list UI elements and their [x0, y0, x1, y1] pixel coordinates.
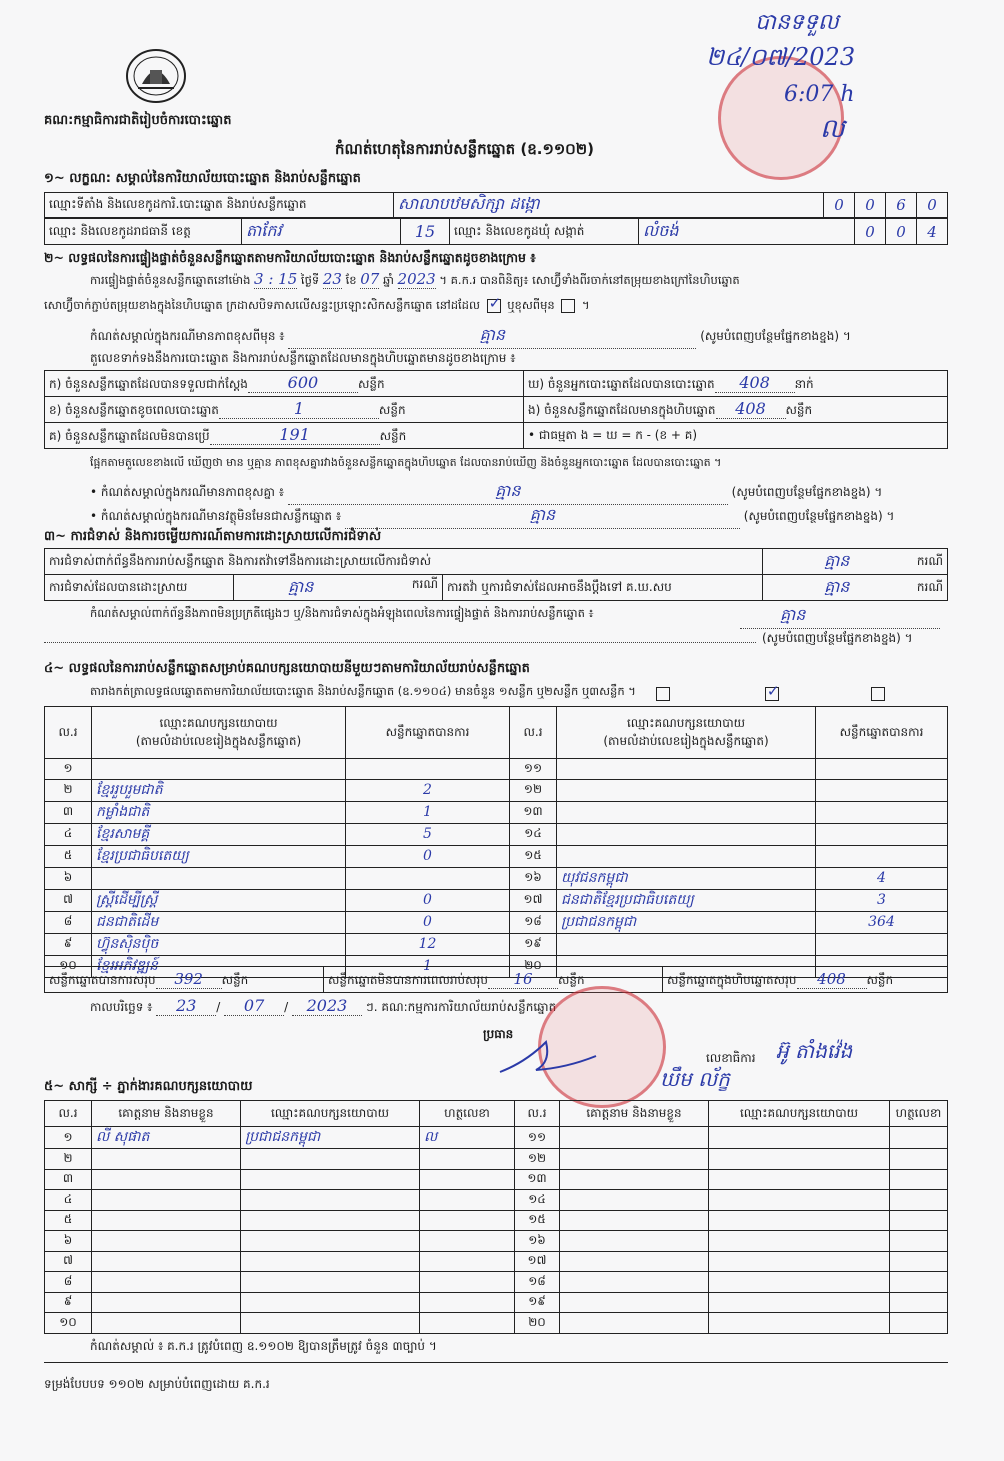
witness-party: [709, 1231, 890, 1252]
witness-row: [45, 1149, 948, 1170]
party-result-row: [45, 801, 948, 823]
form-footer: ទម្រង់បែបបទ ១១០២ សម្រាប់បំពេញដោយ គ.ក.រ: [44, 1377, 270, 1391]
witness-name: [92, 1190, 241, 1211]
witness-name: [92, 1169, 241, 1190]
foreign-object-note-value: គ្មាន: [529, 505, 556, 524]
complaints-label: ការជំទាស់ពាក់ព័ន្ធនឹងការរាប់សន្លឹកឆ្នោត និងការតវ៉ាទៅនឹងការដោះស្រាយលើការជំទាស់: [45, 549, 763, 575]
party-name: [557, 759, 816, 780]
figures-intro: តួលេខទាក់ទងនឹងការបោះឆ្នោត និងការរាប់សន្លឹកឆ្នោតដែលមានក្នុងហិបឆ្នោតមានដូចខាងក្រោម ៖: [90, 351, 516, 365]
commune-code-2: 0: [886, 219, 917, 245]
witness-name: [560, 1190, 709, 1211]
party-no: ១២: [510, 779, 557, 801]
party-votes: 364: [816, 911, 948, 933]
signing-date-row: កាលបរិច្ឆេទ ៖ 23 / 07 / 2023 ៗ. គណ:កម្មការការិយាល័យរាប់សន្លឹកឆ្នោត: [90, 996, 557, 1015]
location-code-4: 0: [917, 193, 948, 218]
secretary-label: លេខាធិការ: [706, 1051, 756, 1065]
signing-year: 2023: [292, 996, 362, 1016]
total-valid-cell: សន្លឹកឆ្នោតបានការសរុប 392 សន្លឹក: [45, 967, 324, 993]
voters-voted-value: 408: [739, 373, 770, 392]
results-sheet-intro: តារាងកត់ត្រាលទ្ធផលឆ្នោតតាមការិយាល័យបោះឆ្នោត និងរាប់សន្លឹកឆ្នោត (ឧ.១១០៤) មានចំនួន ១សន្លឹក ឬ២សន្លឹក ឬ៣សន្លឹក ។: [90, 684, 636, 698]
party-name: [92, 867, 346, 889]
foreign-object-note-label: • កំណត់សម្គាល់ក្នុងករណីមានវត្ថុមិនមែនជាសន្លឹកឆ្នោត ៖: [90, 509, 342, 523]
witness-name: [560, 1251, 709, 1272]
signing-month: 07: [224, 996, 284, 1016]
witness-no: ៧: [45, 1251, 92, 1272]
party-no: ១៨: [510, 911, 557, 933]
witness-no: ១៨: [515, 1272, 560, 1293]
section2-heading: ២~ លទ្ធផលនៃការផ្ទៀងផ្ទាត់ចំនួនសន្លឹកឆ្នោតតាមការិយាល័យបោះឆ្នោត និងរាប់សន្លឹកឆ្នោតដូចខាងក្រោម ៖: [44, 250, 536, 265]
witness-name: លី សុផាត: [92, 1127, 241, 1149]
received-annotation: បានទទួល: [755, 10, 839, 35]
party-name: [557, 823, 816, 845]
change-note-row: [90, 324, 950, 349]
witness-signature: ល: [420, 1127, 515, 1149]
w-col-sign-left: ហត្ថលេខា: [420, 1101, 515, 1127]
party-votes: 2: [346, 779, 510, 801]
witness-signature: [420, 1149, 515, 1170]
appeal-value: គ្មាន: [762, 575, 911, 601]
discrepancy-note-field: [288, 480, 728, 505]
witness-no: ៦: [45, 1231, 92, 1252]
province-code: 15: [401, 219, 450, 245]
verify-month: 07: [360, 270, 380, 288]
party-votes: [346, 759, 510, 780]
party-result-row: [45, 911, 948, 933]
witness-no: ១៩: [515, 1292, 560, 1313]
party-result-row: [45, 823, 948, 845]
changed-checkbox[interactable]: [561, 299, 575, 313]
party-votes: [816, 933, 948, 955]
party-name: [92, 759, 346, 780]
witness-row: [45, 1190, 948, 1211]
ballots-in-box-value: 408: [735, 399, 766, 418]
party-no: ៩: [45, 933, 92, 955]
verify-time-label: ការផ្ទៀងផ្ទាត់ចំនួនសន្លឹកឆ្នោតនៅម៉ោង: [90, 273, 251, 287]
party-votes: 1: [346, 955, 510, 977]
witness-name: [560, 1272, 709, 1293]
witness-no: ៨: [45, 1272, 92, 1293]
witness-no: ១៤: [515, 1190, 560, 1211]
irregularity-note-field: [740, 604, 940, 629]
change-note-value: គ្មាន: [479, 325, 506, 344]
witness-table: [44, 1100, 948, 1334]
witness-signature: [890, 1190, 948, 1211]
location-label: ឈ្មោះទីតាំង និងលេខកូដការិ.បោះឆ្នោត និងរាប់សន្លឹកឆ្នោត: [45, 193, 394, 218]
witness-party: [241, 1251, 420, 1272]
foreign-object-note-hint: (សូមបំពេញបន្ថែមផ្នែកខាងខ្នង) ។: [743, 509, 895, 523]
party-result-row: [45, 759, 948, 780]
month-label: ខែ: [345, 273, 357, 287]
party-result-row: [45, 889, 948, 911]
party-no: ៦: [45, 867, 92, 889]
location-code-3: 6: [886, 193, 917, 218]
witness-signature: [420, 1272, 515, 1293]
received-ballots-label: ក) ចំនួនសន្លឹកឆ្នោតដែលបានទទួលជាក់ស្ដែង 600 សន្លឹក: [45, 371, 524, 397]
witness-party: [241, 1231, 420, 1252]
resolved-value: គ្មាន: [288, 576, 314, 596]
section5-heading: ៥~ សាក្សី ÷ ភ្នាក់ងារគណបក្សនយោបាយ: [44, 1079, 253, 1094]
commune-code-1: 0: [855, 219, 886, 245]
change-note-field: [288, 324, 696, 349]
party-results-table: [44, 706, 948, 978]
complaints-value: គ្មាន: [762, 549, 911, 575]
party-no: ២០: [510, 955, 557, 977]
witness-name: [92, 1231, 241, 1252]
witness-signature: [890, 1251, 948, 1272]
witness-row: [45, 1169, 948, 1190]
witness-name: [560, 1313, 709, 1334]
verify-para-end: ។ គ.ក.រ បានពិនិត្យ៖ សោហ្វ៊ីទាំងពីរចាក់នៅតម្រុយខាងក្រៅនៃហិបឆ្នោត: [439, 273, 740, 287]
discrepancy-note-hint: (សូមបំពេញបន្ថែមផ្នែកខាងខ្នង) ។: [731, 485, 883, 499]
witness-row: [45, 1313, 948, 1334]
one-sheet-checkbox[interactable]: [656, 687, 670, 701]
copies-note: កំណត់សម្គាល់ ៖ គ.ក.រ ត្រូវបំពេញ ឧ.១១០២ ឱ្យបានត្រឹមត្រូវ ចំនួន ៣ច្បាប់ ។: [90, 1339, 437, 1353]
witness-name: [560, 1149, 709, 1170]
witness-row: [45, 1292, 948, 1313]
party-no: ១៦: [510, 867, 557, 889]
party-name: យុវជនកម្ពុជា: [557, 867, 816, 889]
commune-value: លំចង់: [639, 219, 855, 245]
w-col-no-left: ល.រ: [45, 1101, 92, 1127]
party-votes: [816, 801, 948, 823]
col-votes-left: សន្លឹកឆ្នោតបានការ: [346, 707, 510, 759]
irregularity-note-line2: [44, 642, 756, 643]
party-no: ២: [45, 779, 92, 801]
witness-signature: [890, 1169, 948, 1190]
witness-signature: [420, 1231, 515, 1252]
received-date: ២៤/០៧/2023: [706, 43, 856, 71]
witness-party: [241, 1313, 420, 1334]
w-col-no-right: ល.រ: [515, 1101, 560, 1127]
party-name: ប្រជាជនកម្ពុជា: [557, 911, 816, 933]
party-votes: 5: [346, 823, 510, 845]
total-invalid-value: 16: [513, 969, 533, 988]
secretary-name: ឃឹម ល័ក្ខ: [660, 1067, 730, 1091]
witness-party: [241, 1210, 420, 1231]
witness-party: [709, 1149, 890, 1170]
party-no: ១១: [510, 759, 557, 780]
location-code-1: 0: [824, 193, 855, 218]
witness-signature: [420, 1292, 515, 1313]
witness-row: [45, 1231, 948, 1252]
witness-party: [709, 1190, 890, 1211]
verify-day: 23: [322, 270, 342, 288]
w-col-name-right: គោត្តនាម និងនាមខ្លួន: [560, 1101, 709, 1127]
counting-committee-label: ៗ. គណ:កម្មការការិយាល័យរាប់សន្លឹកឆ្នោត: [365, 1000, 557, 1014]
party-votes: [816, 823, 948, 845]
party-no: ៣: [45, 801, 92, 823]
party-no: ៨: [45, 911, 92, 933]
irregularity-note-label: កំណត់សម្គាល់ពាក់ព័ន្ធនឹងភាពមិនប្រក្រតីផ្សេងៗ ឬ/និងការជំទាស់ក្នុងអំឡុងពេលនៃការផ្ទៀងផ្ទាត់ និងការរាប់សន្លឹកឆ្នោត ៖: [90, 606, 594, 620]
col-no-left: ល.រ: [45, 707, 92, 759]
witness-no: ១០: [45, 1313, 92, 1334]
witness-name: [560, 1127, 709, 1149]
discrepancy-text: ផ្អែកតាមតួលេខខាងលើ ឃើញថា មាន ឬគ្មាន ភាពខុសគ្នារវាងចំនួនសន្លឹកឆ្នោតក្នុងហិបឆ្នោត ដែលបានរាប់ឃើញ និងចំនួនអ្នកបោះឆ្នោត ដែលបានបោះឆ្នោត ។: [90, 456, 722, 469]
party-no: ១៥: [510, 845, 557, 867]
party-votes: 0: [346, 911, 510, 933]
totals-row: [44, 966, 948, 993]
witness-no: ១៣: [515, 1169, 560, 1190]
witness-party: [709, 1251, 890, 1272]
resolved-unit: ករណី: [411, 576, 438, 591]
year-label: ឆ្នាំ: [382, 273, 394, 287]
emblem-logo: [124, 48, 188, 106]
witness-signature: [890, 1231, 948, 1252]
witness-no: ៥: [45, 1210, 92, 1231]
witness-party: [241, 1292, 420, 1313]
commune-code-3: 4: [917, 219, 948, 245]
party-votes: 3: [816, 889, 948, 911]
spoiled-ballots-label: ខ) ចំនួនសន្លឹកឆ្នោតខូចពេលបោះឆ្នោត 1 សន្លឹក: [45, 397, 524, 423]
commune-label: ឈ្មោះ និងលេខកូដឃុំ សង្កាត់: [450, 219, 639, 245]
witness-signature: [890, 1313, 948, 1334]
party-no: ១៣: [510, 801, 557, 823]
complaints-unit: ករណី: [911, 549, 948, 575]
day-label: ថ្ងៃទី: [300, 273, 320, 287]
province-label: ឈ្មោះ និងលេខកូដរាជធានី ខេត្ត: [45, 219, 242, 245]
two-sheet-checkbox[interactable]: ✓: [766, 681, 780, 700]
spoiled-ballots-value: 1: [293, 399, 305, 418]
party-no: ៧: [45, 889, 92, 911]
party-votes: 0: [346, 889, 510, 911]
witness-no: ១២: [515, 1149, 560, 1170]
col-no-right: ល.រ: [510, 707, 557, 759]
col-party-right: ឈ្មោះគណបក្សនយោបាយ (តាមលំដាប់លេខរៀងក្នុងសន្លឹកឆ្នោត): [557, 707, 816, 759]
party-result-row: [45, 779, 948, 801]
party-votes: 4: [816, 867, 948, 889]
party-no: ៤: [45, 823, 92, 845]
witness-name: [92, 1251, 241, 1272]
section1-table: [44, 192, 948, 218]
province-value: តាកែវ: [242, 219, 401, 245]
section2-para-line2: សោហ្វ៊ីចាក់ភ្ជាប់តម្រុយខាងក្នុងនៃហិបឆ្នោត ក្រដាសបិទភាសលើសន្ទះប្រឡោះសិកសន្លឹកឆ្នោត នៅដដែល ✓ ឬខុសពីមុន ។: [44, 293, 590, 312]
witness-party: [709, 1313, 890, 1334]
witness-signature: [420, 1169, 515, 1190]
party-name: ខ្មែរអភិវឌ្ឍន៍: [92, 955, 346, 977]
ballot-figures-table: [44, 370, 948, 449]
party-name: ជនជាតិដើម: [92, 911, 346, 933]
changed-option-label: ឬខុសពីមុន: [507, 298, 555, 312]
party-name: ខ្មែរប្រជាធិបតេយ្យ: [92, 845, 346, 867]
witness-signature: [420, 1313, 515, 1334]
witness-no: ១៦: [515, 1231, 560, 1252]
verify-hour: 3 : 15: [254, 270, 298, 288]
party-no: ១: [45, 759, 92, 780]
received-ballots-value: 600: [287, 373, 319, 392]
party-votes: 0: [346, 845, 510, 867]
party-name: កម្លាំងជាតិ: [92, 801, 346, 823]
witness-name: [92, 1149, 241, 1170]
change-note-label: កំណត់សម្គាល់ក្នុងករណីមានភាពខុសពីមុន ៖: [90, 329, 285, 343]
witness-name: [560, 1231, 709, 1252]
witness-party: [709, 1127, 890, 1149]
foreign-object-note-field: [345, 504, 740, 529]
received-initials: ល: [820, 114, 845, 144]
party-result-row: [45, 933, 948, 955]
section1-heading: ១~ លក្ខណ: សម្គាល់នៃការិយាល័យបោះឆ្នោត និងរាប់សន្លឹកឆ្នោត: [44, 171, 361, 186]
party-result-row: [45, 845, 948, 867]
witness-name: [92, 1313, 241, 1334]
party-name: [557, 845, 816, 867]
section2-para-line1: [90, 270, 950, 290]
witness-signature: [890, 1272, 948, 1293]
party-name: [557, 779, 816, 801]
witness-party: [241, 1149, 420, 1170]
party-votes: [816, 779, 948, 801]
witness-row: [45, 1272, 948, 1293]
chair-label: ប្រធាន: [483, 1027, 514, 1041]
witness-no: ២: [45, 1149, 92, 1170]
unused-ballots-value: 191: [279, 425, 310, 444]
total-box-cell: សន្លឹកឆ្នោតក្នុងហិបឆ្នោតសរុប 408 សន្លឹក: [663, 967, 948, 993]
party-votes: 1: [346, 801, 510, 823]
unchanged-checkbox[interactable]: ✓: [488, 293, 502, 312]
witness-name: [92, 1210, 241, 1231]
witness-no: ១: [45, 1127, 92, 1149]
witness-party: ប្រជាជនកម្ពុជា: [241, 1127, 420, 1149]
party-name: [557, 801, 816, 823]
secretary-signature: អ៊ូ តាំងវ៉េង: [776, 1039, 853, 1063]
total-valid-value: 392: [174, 969, 203, 988]
witness-signature: [420, 1210, 515, 1231]
col-party-left: ឈ្មោះគណបក្សនយោបាយ (តាមលំដាប់លេខរៀងក្នុងសន្លឹកឆ្នោត): [92, 707, 346, 759]
witness-no: ៤: [45, 1190, 92, 1211]
discrepancy-note-value: គ្មាន: [495, 481, 521, 500]
witness-party: [709, 1272, 890, 1293]
received-time: 6:07 h: [784, 82, 855, 107]
party-votes: 12: [346, 933, 510, 955]
discrepancy-note-row: [90, 480, 882, 505]
appeal-label: ការតវ៉ា ឬការជំទាស់ដែលអាចនឹងប្ដឹងទៅ គ.ឃ.សប: [443, 575, 763, 601]
witness-row: [45, 1251, 948, 1272]
appeal-unit: ករណី: [911, 575, 948, 601]
witness-name: [92, 1292, 241, 1313]
party-votes: [346, 867, 510, 889]
total-invalid-cell: សន្លឹកឆ្នោតមិនបានការពេលរាប់សរុប 16 សន្លឹក: [324, 967, 663, 993]
location-value: សាលាបឋមសិក្សា ដង្កោ: [394, 193, 824, 218]
irregularity-note-hint: (សូមបំពេញបន្ថែមផ្នែកខាងខ្នង) ។: [762, 631, 913, 645]
foreign-object-note-row: [90, 504, 894, 529]
party-votes: [816, 759, 948, 780]
witness-no: ៣: [45, 1169, 92, 1190]
complaints-table: [44, 548, 948, 601]
location-code-2: 0: [855, 193, 886, 218]
section1-table-row2: [44, 218, 948, 245]
witness-row: [45, 1210, 948, 1231]
witness-party: [709, 1210, 890, 1231]
witness-no: ២០: [515, 1313, 560, 1334]
discrepancy-note-label: • កំណត់សម្គាល់ក្នុងករណីមានភាពខុសគ្នា ៖: [90, 485, 285, 499]
w-col-party-left: ឈ្មោះគណបក្សនយោបាយ: [241, 1101, 420, 1127]
total-box-value: 408: [817, 969, 846, 988]
party-name: ជនជាតិខ្មែរប្រជាធិបតេយ្យ: [557, 889, 816, 911]
witness-no: ៩: [45, 1292, 92, 1313]
witness-no: ១៧: [515, 1251, 560, 1272]
resolved-cell: [234, 575, 443, 601]
section4-heading: ៤~ លទ្ធផលនៃការរាប់សន្លឹកឆ្នោតសម្រាប់គណបក្សនយោបាយនីមួយៗតាមការិយាល័យរាប់សន្លឹកឆ្នោត: [44, 661, 530, 676]
party-no: ៥: [45, 845, 92, 867]
signing-day: 23: [156, 996, 216, 1016]
formula-text: • ជាធម្មតា ង = ឃ = ក - (ខ + គ): [524, 423, 948, 449]
document-title: កំណត់ហេតុនៃការរាប់សន្លឹកឆ្នោត (ឧ.១១០២): [335, 140, 595, 158]
voters-voted-label: ឃ) ចំនួនអ្នកបោះឆ្នោតដែលបានបោះឆ្នោត 408 នាក់: [524, 371, 948, 397]
w-col-sign-right: ហត្ថលេខា: [890, 1101, 948, 1127]
party-votes: [816, 845, 948, 867]
witness-party: [709, 1169, 890, 1190]
witness-name: [560, 1210, 709, 1231]
ballots-in-box-label: ង) ចំនួនសន្លឹកឆ្នោតដែលមានក្នុងហិបឆ្នោត 408 សន្លឹក: [524, 397, 948, 423]
seal-status-text: សោហ្វ៊ីចាក់ភ្ជាប់តម្រុយខាងក្នុងនៃហិបឆ្នោត ក្រដាសបិទភាសលើសន្ទះប្រឡោះសិកសន្លឹកឆ្នោត នៅដដែល: [44, 298, 480, 312]
irregularity-note-value: គ្មាន: [780, 605, 806, 624]
party-result-row: [45, 867, 948, 889]
witness-name: [92, 1272, 241, 1293]
witness-row: [45, 1127, 948, 1149]
section3-heading: ៣~ ការជំទាស់ និងការចម្លើយការណ៍តាមការដោះស្រាយលើការជំទាស់: [44, 529, 382, 544]
party-name: ហ៊្វុនស៊ិនប៉ិច: [92, 933, 346, 955]
col-votes-right: សន្លឹកឆ្នោតបានការ: [816, 707, 948, 759]
witness-signature: [420, 1251, 515, 1272]
w-col-party-right: ឈ្មោះគណបក្សនយោបាយ: [709, 1101, 890, 1127]
chair-signature: [496, 1032, 606, 1083]
witness-party: [241, 1272, 420, 1293]
witness-no: ១១: [515, 1127, 560, 1149]
party-no: ១៤: [510, 823, 557, 845]
party-name: [557, 933, 816, 955]
witness-party: [709, 1292, 890, 1313]
witness-signature: [890, 1210, 948, 1231]
witness-no: ១៥: [515, 1210, 560, 1231]
change-note-hint: (សូមបំពេញបន្ថែមផ្នែកខាងខ្នង) ។: [700, 329, 851, 343]
signing-date-label: កាលបរិច្ឆេទ ៖: [90, 1000, 153, 1014]
witness-party: [241, 1190, 420, 1211]
unused-ballots-label: គ) ចំនួនសន្លឹកឆ្នោតដែលមិនបានប្រើ 191 សន្លឹក: [45, 423, 524, 449]
witness-name: [560, 1292, 709, 1313]
resolved-label: ការជំទាស់ដែលបានដោះស្រាយ: [45, 575, 234, 601]
party-name: ស្ត្រីដើម្បីស្ត្រី: [92, 889, 346, 911]
witness-signature: [890, 1149, 948, 1170]
committee-name: គណ:កម្មាធិការជាតិរៀបចំការបោះឆ្នោត: [44, 113, 232, 128]
party-name: ខ្មែរសាមគ្គី: [92, 823, 346, 845]
witness-name: [560, 1169, 709, 1190]
three-sheet-checkbox[interactable]: [871, 687, 885, 701]
party-no: ១៧: [510, 889, 557, 911]
party-no: ១៩: [510, 933, 557, 955]
party-no: ១០: [45, 955, 92, 977]
witness-party: [241, 1169, 420, 1190]
witness-signature: [420, 1190, 515, 1211]
party-name: ខ្មែររួបរួមជាតិ: [92, 779, 346, 801]
w-col-name-left: គោត្តនាម និងនាមខ្លួន: [92, 1101, 241, 1127]
footer-divider: [44, 1362, 948, 1363]
witness-signature: [890, 1127, 948, 1149]
witness-signature: [890, 1292, 948, 1313]
verify-year: 2023: [397, 270, 436, 288]
